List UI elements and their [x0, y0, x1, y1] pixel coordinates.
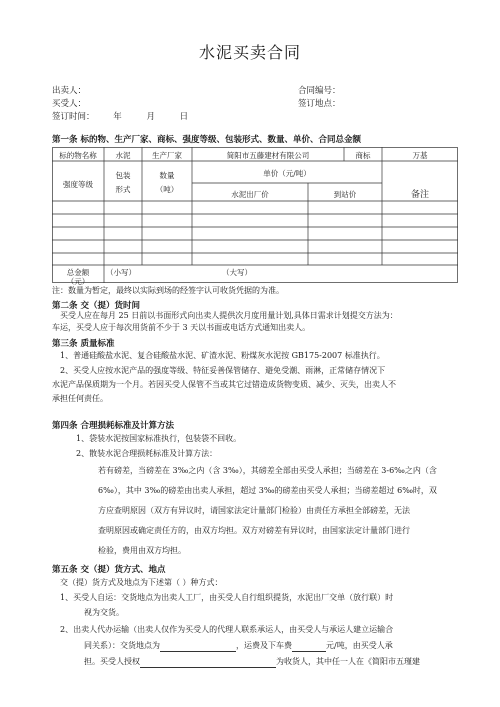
receiver-text: 为收货人，其中任一人在《简阳市五瑾建	[276, 657, 420, 666]
col-header-qty-1: 数量	[159, 171, 175, 180]
authorize-blank	[140, 657, 276, 668]
total-label-1: 总金额	[66, 268, 90, 277]
article-5-para-2: 1、买受人自运：交货地点为出卖人工厂，由买受人自行组织提货，水泥出厂交单（放行联）时	[60, 593, 394, 602]
col-header-pack-1: 包装	[115, 171, 131, 180]
article-3-para-2: 2、买受人应按水泥产品的强度等级、特征妥善保管储存、避免受潮、雨淋，正常储存情况下	[60, 366, 386, 375]
contract-title: 水泥买卖合同	[198, 43, 301, 62]
total-label-2: （元）	[66, 277, 90, 286]
article-3-para-1: 1、普通硅酸盐水泥、复合硅酸盐水泥、矿渣水泥、粉煤灰水泥按 GB175-2007 标准执行。	[60, 351, 385, 360]
article-5-para-5	[84, 641, 393, 652]
year-label: 年	[113, 112, 122, 122]
delivery-place-label: 同关系）：交货地点为	[84, 641, 160, 650]
day-label: 日	[179, 112, 189, 122]
cell-maker-value: 简阳市五藤建材有限公司	[226, 151, 310, 160]
article-2-title: 第二条 交（提）货时间	[52, 301, 140, 311]
article-5-para-4: 2、出卖人代办运输（出卖人仅作为买受人的代理人联系承运人，由买受人与承运人建立运输合	[60, 625, 394, 634]
col-header-maker: 生产厂家	[152, 151, 182, 160]
total-lowercase-label: （小写）	[106, 268, 136, 277]
contract-no-label: 合同编号：	[298, 86, 341, 96]
sign-time-label: 签订时间：	[52, 112, 95, 122]
article-5-para-1: 交（提）货方式及地点为下述第（ ）种方式：	[60, 578, 223, 587]
article-2-para-1: 买受人应在每月 25 日前以书面形式向出卖人提供次月度用量计划,具体日需求计划提交方法为：	[60, 311, 398, 320]
cell-brand-value: 万基	[412, 151, 428, 160]
seller-label: 出卖人：	[52, 86, 87, 96]
article-1-note: 注：数量为暂定，最终以实际到场的经签字认可收货凭据的为准。	[52, 286, 284, 295]
authorize-label: 担。买受人授权	[84, 657, 140, 666]
sign-place-label: 签订地点：	[298, 99, 341, 109]
col-header-pack-2: 形式	[115, 185, 131, 194]
col-header-factory-price: 水泥出厂价	[231, 190, 269, 199]
article-4-para-1: 1、袋装水泥按国家标准执行，包装袋不回收。	[76, 434, 242, 443]
col-header-remark: 备注	[410, 190, 429, 200]
sign-time-row	[52, 110, 188, 122]
col-header-unit-price: 单价（元/吨）	[263, 169, 311, 178]
freight-blank	[292, 641, 326, 652]
article-3-para-3: 水泥产品保质期为一个月。若因买受人保管不当或其它过错造成货物变质、减少、灭失，出卖人不	[52, 380, 396, 389]
article-4-para-6: 查明原因或确定责任方的，由双方均担。双方对磅差有异议时，由国家法定计量部门进行	[98, 526, 410, 535]
freight-unit-label: 元/吨，由买受人承	[326, 641, 393, 650]
col-header-brand: 商标	[355, 151, 371, 160]
article-5-para-6	[84, 657, 420, 668]
col-header-grade: 强度等级	[63, 180, 93, 189]
article-5-para-3: 视为交货。	[84, 608, 124, 617]
article-4-para-3: 若有磅差，当磅差在 3‰之内（含 3‰），其磅差全部由买受人承担；当磅差在 3-6‰之内（含	[98, 466, 437, 475]
cell-name-value: 水泥	[115, 151, 131, 160]
article-4-para-7: 检验，费用由双方均担。	[98, 546, 186, 555]
col-header-name: 标的物名称	[59, 151, 97, 160]
article-5-title: 第五条 交（提）货方式、地点	[52, 565, 166, 575]
total-uppercase-label: （大写）	[222, 268, 252, 277]
col-header-qty-2: （吨）	[155, 185, 179, 194]
col-header-arrival-price: 到站价	[333, 190, 357, 199]
article-4-para-4: 6‰），其中 3‰的磅差由出卖人承担，超过 3‰的磅差由买受人承担；当磅差超过 6‰时，双	[98, 486, 437, 495]
article-3-title: 第三条 质量标准	[52, 339, 115, 349]
freight-label: ，运费及下车费	[236, 641, 292, 650]
article-4-para-2: 2、散装水泥合理损耗标准及计算方法：	[76, 449, 218, 458]
article-4-para-5: 方应查明原因（双方有异议时，请国家法定计量部门检验）由责任方承担全部磅差，无法	[98, 506, 410, 515]
month-label: 月	[146, 112, 155, 122]
buyer-label: 买受人：	[52, 99, 87, 109]
article-3-para-4: 承担任何责任。	[52, 394, 108, 403]
delivery-place-blank	[160, 641, 236, 652]
article-2-para-2: 车运，买受人应于每次用货前不少于 3 天以书面或电话方式通知出卖人。	[52, 323, 311, 332]
article-4-title: 第四条 合理损耗标准及计算方法	[52, 421, 174, 431]
article-1-title: 第一条 标的物、生产厂家、商标、强度等级、包装形式、数量、单价、合同总金额	[52, 135, 361, 145]
